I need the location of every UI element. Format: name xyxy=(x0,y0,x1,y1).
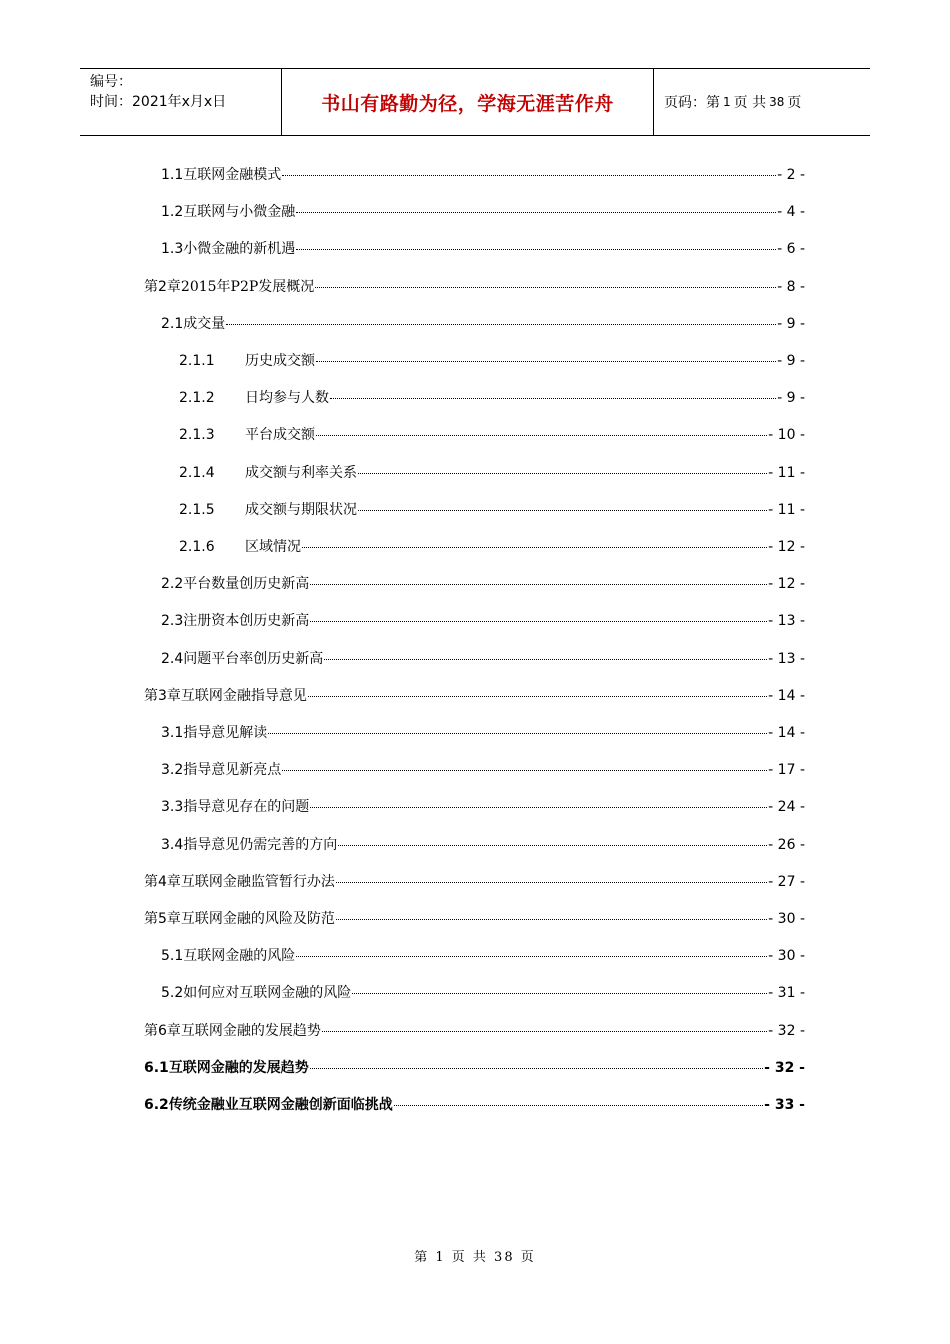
toc-entry-page: - 30 - xyxy=(768,948,805,965)
toc-entry-number: 2.3 xyxy=(161,613,184,630)
toc-dot-leader xyxy=(316,361,776,362)
toc-entry-number: 第5章 xyxy=(144,911,181,927)
toc-entry-number: 1.3 xyxy=(161,241,184,258)
toc-entry-page: - 9 - xyxy=(777,315,805,332)
toc-entry[interactable] xyxy=(179,537,805,557)
toc-dot-leader xyxy=(330,398,776,399)
toc-dot-leader xyxy=(315,287,776,288)
toc-entry-title: 区域情况 xyxy=(245,539,301,555)
toc-entry[interactable] xyxy=(179,463,805,483)
toc-entry-page: - 24 - xyxy=(768,799,805,816)
toc-entry-title: 指导意见存在的问题 xyxy=(183,799,310,816)
toc-entry-number: 3.4 xyxy=(161,836,184,853)
toc-entry-title: 平台成交额 xyxy=(245,427,315,444)
header-meta xyxy=(80,69,282,135)
toc-entry-number: 2.4 xyxy=(161,650,184,667)
toc-dot-leader xyxy=(336,882,767,883)
toc-entry-title: 成交额与期限状况 xyxy=(245,501,357,518)
toc-entry-number: 1.2 xyxy=(161,204,184,221)
toc-dot-leader xyxy=(302,547,767,548)
toc-entry-page: - 11 - xyxy=(768,464,805,481)
toc-entry-page: - 8 - xyxy=(777,278,805,295)
page-total: 38 xyxy=(769,95,785,109)
toc-entry-title: 日均参与人数 xyxy=(245,390,329,407)
toc-entry-number: 2.1 xyxy=(161,315,184,332)
toc-entry[interactable] xyxy=(179,425,805,445)
toc-entry-number: 2.1.4 xyxy=(179,464,215,481)
toc-entry-title: 平台数量创历史新高 xyxy=(183,576,310,593)
toc-entry-page: - 32 - xyxy=(764,1059,805,1076)
toc-entry-title: 注册资本创历史新高 xyxy=(183,613,310,630)
toc-dot-leader xyxy=(308,696,767,697)
toc-entry-page: - 11 - xyxy=(768,501,805,518)
toc-entry-number: 1.1 xyxy=(161,167,184,183)
toc-dot-leader xyxy=(322,1031,767,1032)
toc-entry-title: 成交量 xyxy=(183,315,226,332)
toc-entry[interactable] xyxy=(144,909,805,929)
toc-entry-title: 互联网金融的发展趋势 xyxy=(168,1059,309,1076)
toc-dot-leader xyxy=(296,956,767,957)
toc-entry-page: - 32 - xyxy=(768,1022,805,1039)
toc-entry[interactable] xyxy=(161,946,805,966)
toc-entry-number: 2.2 xyxy=(161,576,184,593)
toc-dot-leader xyxy=(282,770,767,771)
page-current: 1 xyxy=(723,95,731,109)
document-number-label: 编号： xyxy=(90,74,132,90)
toc-entry-page: - 13 - xyxy=(768,650,805,667)
toc-dot-leader xyxy=(310,807,767,808)
toc-entry-title: 指导意见解读 xyxy=(183,725,268,741)
toc-entry-title: 指导意见新亮点 xyxy=(183,762,282,779)
toc-entry-number: 第6章 xyxy=(144,1022,181,1039)
toc-entry-page: - 30 - xyxy=(768,911,805,927)
toc-dot-leader xyxy=(282,175,776,176)
toc-dot-leader xyxy=(338,845,767,846)
toc-entry[interactable] xyxy=(144,1095,805,1115)
toc-entry[interactable] xyxy=(161,983,805,1003)
toc-entry-title: 互联网金融的风险 xyxy=(183,948,296,965)
toc-entry[interactable] xyxy=(161,835,805,855)
toc-entry[interactable] xyxy=(161,649,805,669)
toc-entry[interactable] xyxy=(161,611,805,631)
toc-dot-leader xyxy=(358,510,767,511)
toc-entry[interactable] xyxy=(179,500,805,520)
toc-entry-number: 第2章 xyxy=(144,278,181,295)
toc-entry-page: - 27 - xyxy=(768,873,805,890)
toc-entry-page: - 12 - xyxy=(768,539,805,555)
toc-entry-page: - 26 - xyxy=(768,836,805,853)
toc-entry-page: - 14 - xyxy=(768,725,805,741)
toc-entry-title: 成交额与利率关系 xyxy=(245,464,357,481)
toc-entry-title: 历史成交额 xyxy=(245,353,315,369)
toc-entry-title: 互联网金融的风险及防范 xyxy=(180,911,335,927)
toc-entry-number: 3.2 xyxy=(161,762,184,779)
toc-entry-page: - 17 - xyxy=(768,762,805,779)
toc-entry-number: 6.2 xyxy=(144,1097,169,1113)
toc-entry-title: 小微金融的新机遇 xyxy=(183,241,296,258)
toc-entry-page: - 9 - xyxy=(777,390,805,407)
page-middle: 页 共 xyxy=(733,95,767,111)
toc-entry-page: - 13 - xyxy=(768,613,805,630)
toc-entry-number: 6.1 xyxy=(144,1059,169,1076)
toc-dot-leader xyxy=(296,249,776,250)
toc-dot-leader xyxy=(310,1068,763,1069)
toc-dot-leader xyxy=(316,435,767,436)
toc-dot-leader xyxy=(394,1105,763,1106)
toc-entry-title: 问题平台率创历史新高 xyxy=(183,650,324,667)
toc-entry-title: 指导意见仍需完善的方向 xyxy=(183,836,338,853)
toc-entry-number: 2.1.3 xyxy=(179,427,215,444)
toc-entry[interactable] xyxy=(161,239,805,259)
toc-entry[interactable] xyxy=(179,351,805,371)
toc-entry-number: 第3章 xyxy=(144,687,181,704)
toc-entry[interactable] xyxy=(161,165,805,185)
toc-entry-number: 2.1.6 xyxy=(179,539,215,555)
toc-entry-title: 传统金融业互联网金融创新面临挑战 xyxy=(168,1097,393,1113)
page-footer: 第 1 页 共 38 页 xyxy=(414,1250,536,1265)
toc-entry-number: 5.2 xyxy=(161,985,184,1002)
toc-entry[interactable] xyxy=(144,1058,805,1078)
toc-entry[interactable] xyxy=(144,1021,805,1041)
toc-entry-title: 如何应对互联网金融的风险 xyxy=(183,985,352,1002)
toc-entry-number: 2.1.5 xyxy=(179,501,215,518)
toc-entry-page: - 31 - xyxy=(768,985,805,1002)
toc-dot-leader xyxy=(324,659,767,660)
toc-entry[interactable] xyxy=(161,760,805,780)
toc-entry[interactable] xyxy=(161,574,805,594)
toc-entry-number: 第4章 xyxy=(144,873,181,890)
toc-entry-number: 3.1 xyxy=(161,725,184,741)
toc-entry-page: - 9 - xyxy=(777,353,805,369)
toc-dot-leader xyxy=(352,993,767,994)
page-prefix: 页码：第 xyxy=(664,95,720,111)
toc-entry-title: 互联网金融指导意见 xyxy=(180,687,307,704)
toc-entry-page: - 10 - xyxy=(768,427,805,444)
toc-entry[interactable] xyxy=(144,686,805,706)
toc-entry-number: 5.1 xyxy=(161,948,184,965)
toc-entry[interactable] xyxy=(179,388,805,408)
toc-dot-leader xyxy=(336,919,767,920)
toc-entry-page: - 12 - xyxy=(768,576,805,593)
toc-entry-title: 互联网与小微金融 xyxy=(183,204,296,221)
toc-entry-number: 2.1.2 xyxy=(179,390,215,407)
toc-entry-number: 2.1.1 xyxy=(179,353,215,369)
toc-entry-title: 互联网金融的发展趋势 xyxy=(180,1022,321,1039)
toc-entry-page: - 2 - xyxy=(777,167,805,183)
toc-entry-page: - 6 - xyxy=(777,241,805,258)
toc-dot-leader xyxy=(226,324,776,325)
toc-dot-leader xyxy=(310,621,767,622)
toc-entry[interactable] xyxy=(161,723,805,743)
toc-entry[interactable] xyxy=(161,202,805,222)
header-page-info xyxy=(654,69,870,135)
toc-entry-title: 2015年P2P发展概况 xyxy=(180,278,315,295)
page-suffix: 页 xyxy=(787,95,802,111)
toc-entry[interactable] xyxy=(144,277,805,297)
toc-dot-leader xyxy=(268,733,767,734)
toc-dot-leader xyxy=(296,212,776,213)
toc-entry-page: - 4 - xyxy=(777,204,805,221)
toc-entry[interactable] xyxy=(161,314,805,334)
toc-entry-page: - 14 - xyxy=(768,687,805,704)
toc-entry-title: 互联网金融监管暂行办法 xyxy=(180,873,335,890)
toc-entry[interactable] xyxy=(144,872,805,892)
toc-dot-leader xyxy=(310,584,767,585)
toc-entry-page: - 33 - xyxy=(764,1097,805,1113)
toc-dot-leader xyxy=(358,473,767,474)
document-date: 时间：2021年x月x日 xyxy=(90,94,227,110)
header-motto: 书山有路勤为径，学海无涯苦作舟 xyxy=(321,92,614,115)
toc-entry-number: 3.3 xyxy=(161,799,184,816)
toc-entry[interactable] xyxy=(161,797,805,817)
toc-entry-title: 互联网金融模式 xyxy=(183,167,282,183)
header-motto-cell xyxy=(282,69,654,135)
document-header xyxy=(80,68,870,136)
